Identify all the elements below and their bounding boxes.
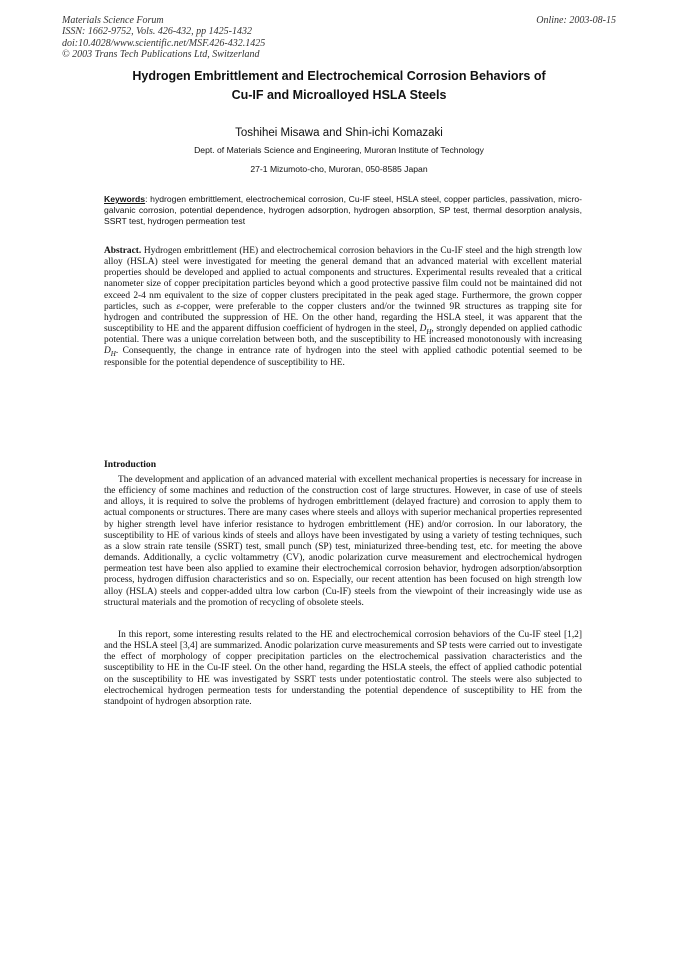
- epsilon-symbol: ε: [176, 301, 181, 312]
- diffusion-coefficient-subscript: H: [426, 327, 432, 336]
- title-line-2: Cu-IF and Microalloyed HSLA Steels: [231, 87, 447, 102]
- publication-header: [62, 15, 265, 61]
- abstract-text-3: , strongly depended on applied cathodic potential. There was a unique correlation between both, and the susceptibility to HE increased monotonously with increasing: [104, 324, 583, 346]
- author-list: Toshihei Misawa and Shin-ichi Komazaki: [235, 127, 443, 139]
- abstract-text-2: -copper, were preferable to the copper clusters and/or the twinned 9R structures as trapping site for hydrogen and contributed the suppression of HE. On the other hand, regarding the HSLA steel, it was apparent that the susceptibility to HE and the apparent diffusion coefficient of hydrogen in the steel,: [104, 301, 583, 335]
- introduction-paragraph-2: In this report, some interesting results related to the HE and electrochemical corrosion behaviors of the Cu-IF steel [1,2] and the HSLA steel [3,4] are summarized. Anodic polarization curve measurements and SP tests were carried out to investigate the effect of morphology of copper precipitation particles on the electrochemical passivation characteristics and the susceptibility to HE in the Cu-IF steel. On the other hand, regarding the HSLA steels, the effect of applied cathodic potential on the susceptibility to HE was investigated by SSRT tests under potentiostatic control. The steels were also subjected to electrochemical hydrogen permeation tests for understanding the potential dependence of susceptibility to HE from the standpoint of hydrogen absorption rate.: [104, 630, 582, 707]
- introduction-heading: Introduction: [104, 459, 157, 470]
- doi-line: doi:10.4028/www.scientific.net/MSF.426-432.1425: [62, 37, 266, 49]
- journal-name: Materials Science Forum: [62, 15, 164, 26]
- issn-line: ISSN: 1662-9752, Vols. 426-432, pp 1425-1432: [62, 26, 252, 38]
- keywords-label: Keywords: [104, 194, 146, 204]
- abstract-paragraph: [104, 246, 582, 369]
- abstract-text-4: . Consequently, the change in entrance rate of hydrogen into the steel with applied cathodic potential seemed to be responsible for the potential dependence of susceptibility to HE.: [104, 346, 582, 368]
- keywords-text: : hydrogen embrittlement, electrochemical corrosion, Cu-IF steel, HSLA steel, copper particles, passivation, micro-galvanic corrosion, potential dependence, hydrogen adsorption, hydrogen absorption, SP test, thermal desorption analysis, SSRT test, hydrogen permeation test: [104, 194, 582, 227]
- keywords-block: [104, 194, 582, 228]
- online-date: Online: 2003-08-15: [536, 15, 616, 26]
- introduction-paragraph-1: The development and application of an advanced material with excellent mechanical properties is necessary for increase in the efficiency of some machines and reduction of the construction cost of large structures. However, in case of use of steels and alloys, it is required to solve the problems of hydrogen embrittlement (delayed fracture) and corrosion to apply them to actual components or structures. There are many cases where steels and alloys with superior mechanical properties represented by higher strength level have inferior resistance to hydrogen embrittlement (HE) and/or corrosion. In our laboratory, the susceptibility to HE of various kinds of steels and alloys have been investigated by using a variety of testing techniques, such as a slow strain rate tensile (SSRT) test, small punch (SP) test, miniaturized three-bending test, etc. for meeting the above demands. Additionally, a cyclic voltammetry (CV), anodic polarization curve measurement and electrochemical hydrogen permeation test have been also applied to examine their electrochemical corrosion behavior, hydrogen adsorption/absorption process, hydrogen diffusion characteristics and so on. Especially, our recent attention has been focused on high strength low alloy (HSLA) steels and copper-added ultra low carbon (Cu-IF) steels from the viewpoint of their increasingly wide use as structural materials and the promotion of recycling of obsolete steels.: [104, 475, 582, 608]
- affiliation-department: Dept. of Materials Science and Engineering, Muroran Institute of Technology: [194, 145, 484, 155]
- abstract-label: Abstract.: [104, 246, 142, 256]
- affiliation-address: 27-1 Mizumoto-cho, Muroran, 050-8585 Japan: [250, 164, 428, 174]
- abstract-text-1: Hydrogen embrittlement (HE) and electrochemical corrosion behaviors in the Cu-IF steel and the high strength low alloy (HSLA) steel were investigated for meeting the general demand that an advanced material with excellent material properties should be developed and applied to actual components and structures. Experimental results revealed that a critical nanometer size of copper precipitation particles beyond which a good protective passive film could not be maintained did not exceed 2-4 nm equivalent to the size of copper clusters precipitated in the peak aged stage. Furthermore, the grown copper particles, such as: [104, 246, 582, 312]
- paper-title: [90, 67, 588, 104]
- diffusion-coefficient-symbol-2: D: [104, 346, 111, 357]
- diffusion-coefficient-subscript-2: H: [110, 350, 116, 359]
- copyright-line: © 2003 Trans Tech Publications Ltd, Switzerland: [62, 49, 260, 61]
- diffusion-coefficient-symbol: D: [419, 324, 427, 335]
- title-line-1: Hydrogen Embrittlement and Electrochemical Corrosion Behaviors of: [132, 69, 546, 83]
